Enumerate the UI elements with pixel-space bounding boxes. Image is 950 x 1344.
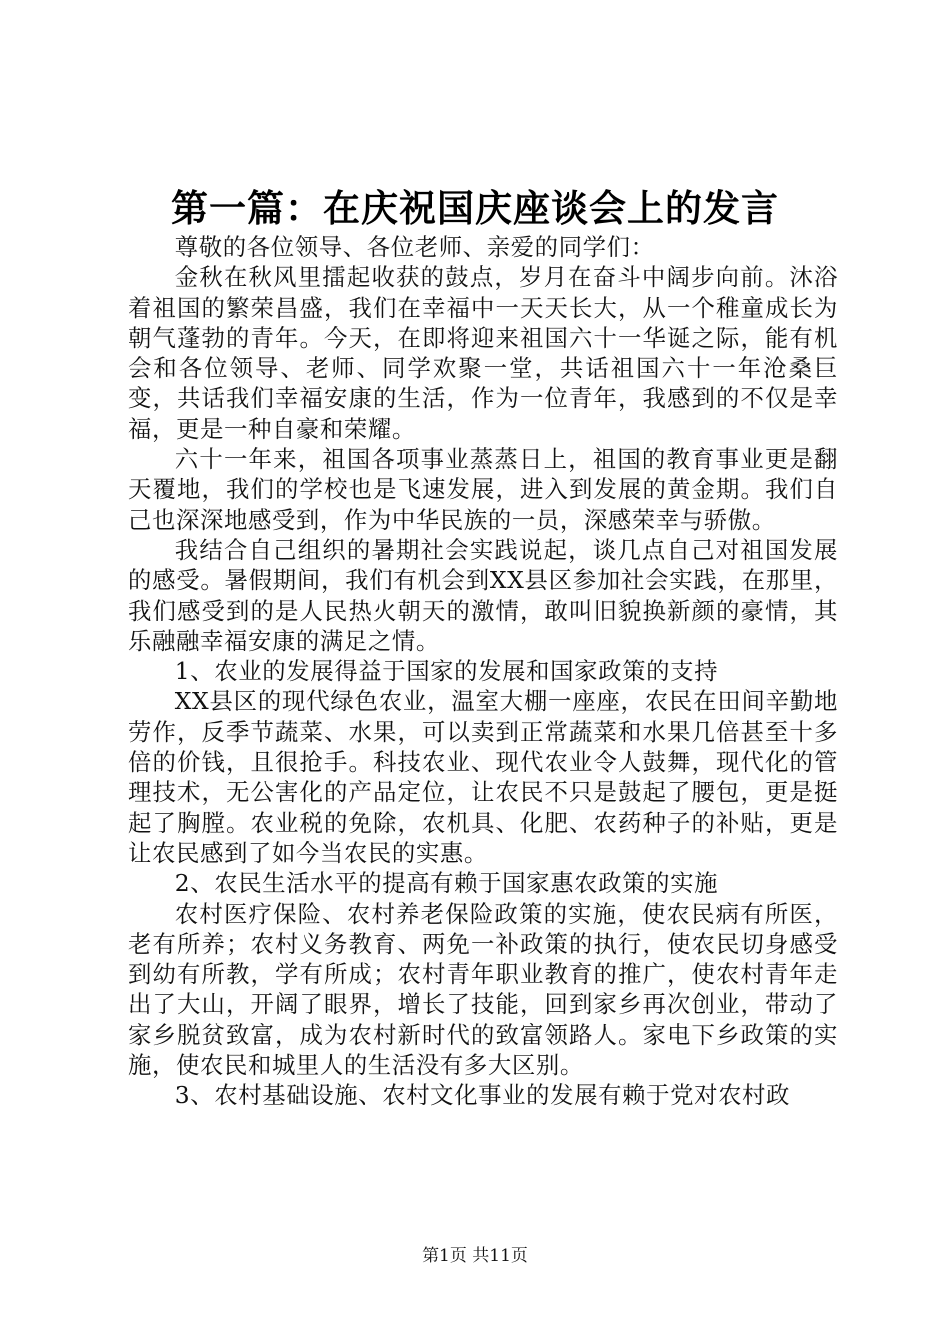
body-paragraph: 农村医疗保险、农村养老保险政策的实施，使农民病有所医，老有所养；农村义务教育、两免一补政策的执行，使农民切身感受到幼有所教，学有所成；农村青年职业教育的推广，使农村青年走出了大山，开阔了眼界，增长了技能，回到家乡再次创业，带动了家乡脱贫致富，成为农村新时代的致富领路人。家电下乡政策的实施，使农民和城里人的生活没有多大区别。 bbox=[128, 899, 838, 1080]
section-heading: 1、农业的发展得益于国家的发展和国家政策的支持 bbox=[174, 657, 719, 686]
section-heading: 2、农民生活水平的提高有赖于国家惠农政策的实施 bbox=[174, 869, 719, 898]
page-total: 共11页 bbox=[472, 1246, 528, 1266]
body-paragraph: 金秋在秋风里擂起收获的鼓点，岁月在奋斗中阔步向前。沐浴着祖国的繁荣昌盛，我们在幸福中一天天长大，从一个稚童成长为朝气蓬勃的青年。今天，在即将迎来祖国六十一华诞之际，能有机会和各位领导、老师、同学欢聚一堂，共话祖国六十一年沧桑巨变，共话我们幸福安康的生活，作为一位青年，我感到的不仅是幸福，更是一种自豪和荣耀。 bbox=[128, 263, 838, 443]
section-heading: 3、农村基础设施、农村文化事业的发展有赖于党对农村政 bbox=[174, 1081, 791, 1110]
document-body bbox=[128, 232, 838, 1111]
page-footer bbox=[0, 1244, 950, 1268]
body-paragraph: 我结合自己组织的暑期社会实践说起，谈几点自己对祖国发展的感受。暑假期间，我们有机会到XX县区参加社会实践，在那里，我们感受到的是人民热火朝天的激情，敢叫旧貌换新颜的豪情，其乐融融幸福安康的满足之情。 bbox=[128, 535, 838, 655]
body-paragraph: XX县区的现代绿色农业，温室大棚一座座，农民在田间辛勤地劳作，反季节蔬菜、水果，可以卖到正常蔬菜和水果几倍甚至十多倍的价钱，且很抢手。科技农业、现代农业令人鼓舞，现代化的管理技术，无公害化的产品定位，让农民不只是鼓起了腰包，更是挺起了胸膛。农业税的免除，农机具、化肥、农药种子的补贴，更是让农民感到了如今当农民的实惠。 bbox=[128, 687, 838, 867]
document-title: 第一篇：在庆祝国庆座谈会上的发言 bbox=[171, 186, 779, 230]
body-paragraph: 六十一年来，祖国各项事业蒸蒸日上，祖国的教育事业更是翻天覆地，我们的学校也是飞速发展，进入到发展的黄金期。我们自己也深深地感受到，作为中华民族的一员，深感荣幸与骄傲。 bbox=[128, 445, 838, 534]
salutation-paragraph: 尊敬的各位领导、各位老师、亲爱的同学们： bbox=[174, 233, 655, 261]
page-number: 第1页 bbox=[422, 1246, 467, 1266]
